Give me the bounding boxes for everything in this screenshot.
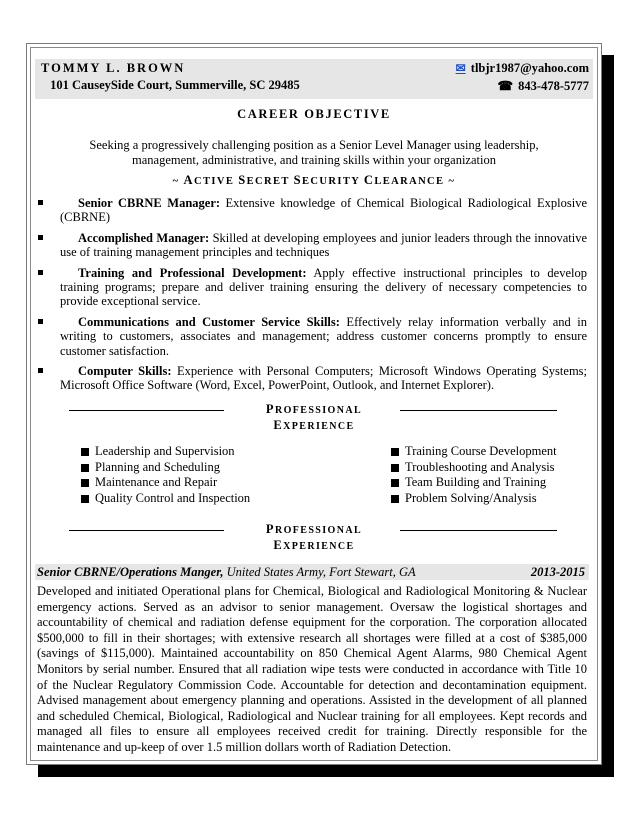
bullet-item <box>38 266 587 309</box>
bullet-item <box>38 196 587 225</box>
skill-item <box>81 491 250 507</box>
skill-square-icon <box>81 448 89 456</box>
contact-header <box>35 59 593 99</box>
phone-block <box>497 78 589 94</box>
heading-cap-e: E <box>273 538 284 552</box>
clearance-cap-c: C <box>363 173 375 187</box>
job-title-bar <box>35 564 589 580</box>
job-title: Senior CBRNE/Operations Manger, <box>37 565 224 579</box>
clearance-cap-a: A <box>183 173 194 187</box>
heading-rofessional: ROFESSIONAL <box>274 405 363 416</box>
bullet-text: Extensive knowledge of Chemical Biological Radiological Explosive (CBRNE) <box>60 196 587 225</box>
bullet-label: Computer Skills: <box>78 364 172 379</box>
career-objective-heading: CAREER OBJECTIVE <box>237 107 391 121</box>
bullet-item <box>38 231 587 260</box>
address-block <box>41 78 300 93</box>
bullet-item <box>38 315 587 358</box>
skill-square-icon <box>391 495 399 503</box>
job-organization: United States Army, Fort Stewart, GA <box>223 565 416 579</box>
street-address: 101 CauseySide Court, Summerville, SC 29485 <box>50 78 300 92</box>
clearance-ecurity: ECURITY <box>302 176 364 187</box>
skill-label: Leadership and Supervision <box>95 444 235 458</box>
bullet-label: Accomplished Manager: <box>78 230 210 245</box>
bullet-square-icon <box>38 235 43 240</box>
job-heading <box>37 565 416 580</box>
bullet-label: Communications and Customer Service Skills: <box>78 314 340 329</box>
header-line-1 <box>41 61 589 79</box>
skill-label: Planning and Scheduling <box>95 459 220 474</box>
clearance-ctive: CTIVE <box>193 176 239 187</box>
bullet-text: Experience with Personal Computers; Microsoft Windows Operating Systems; Microsoft Office Software (Word, Excel, PowerPoint, Outlook, and Internet Explorer). <box>60 364 587 393</box>
skills-list-right <box>391 444 557 506</box>
heading-cap-p: P <box>265 522 275 536</box>
clearance-learance: LEARANCE <box>374 176 445 187</box>
email-icon: ✉ <box>455 61 466 75</box>
skill-label: Training Course Development <box>405 444 557 458</box>
bullet-text: Effectively relay information verbally and in writing to customers, associates and management; address customer concerns promptly to ensure customer satisfaction. <box>60 314 587 358</box>
skill-label: Team Building and Training <box>405 475 547 489</box>
security-clearance <box>27 173 601 188</box>
professional-experience-heading <box>27 522 601 554</box>
clearance-prefix: ~ <box>172 176 184 187</box>
bullet-label: Training and Professional Development: <box>78 265 307 280</box>
clearance-ecret: ECRET <box>246 176 294 187</box>
skill-item <box>391 475 557 491</box>
clearance-suffix: ~ <box>444 176 456 187</box>
bullet-text: Apply effective instructional principles to develop training programs; prepare and deliver training ensuring the delivery of necessary competencies to provide exceptional service. <box>60 265 588 309</box>
skill-label: Problem Solving/Analysis <box>405 490 537 505</box>
skill-item <box>81 444 250 460</box>
skill-item <box>81 475 250 491</box>
skill-item <box>81 460 250 476</box>
heading-cap-e: E <box>273 418 284 432</box>
bullet-label: Senior CBRNE Manager: <box>78 196 221 210</box>
professional-experience-heading <box>27 402 601 434</box>
objective-text: Seeking a progressively challenging position as a Senior Level Manager using leadership, management, administrative, and training skills within your organization <box>89 138 539 167</box>
heading-xperience: XPERIENCE <box>283 541 355 552</box>
email-address[interactable]: tlbjr1987@yahoo.com <box>470 61 589 75</box>
skill-label: Troubleshooting and Analysis <box>405 459 555 474</box>
clearance-cap-s1: S <box>238 173 247 187</box>
bullet-square-icon <box>38 319 43 324</box>
skills-list-left <box>81 444 250 506</box>
phone-number: 843-478-5777 <box>518 79 589 93</box>
qualification-bullets <box>38 196 587 399</box>
clearance-cap-s2: S <box>293 173 303 187</box>
bullet-square-icon <box>38 368 43 373</box>
job-years: 2013-2015 <box>530 565 585 579</box>
bullet-square-icon <box>38 270 43 275</box>
skill-label: Maintenance and Repair <box>95 475 218 489</box>
bullet-square-icon <box>38 200 43 205</box>
resume-page <box>26 43 602 765</box>
bullet-text: Skilled at developing employees and junior leaders through the innovative use of training management principles and techniques <box>60 230 587 260</box>
skill-item <box>391 444 557 460</box>
candidate-name: TOMMY L. BROWN <box>41 61 186 75</box>
phone-icon: ☎ <box>497 79 514 93</box>
skill-square-icon <box>391 448 399 456</box>
bullet-item <box>38 364 587 393</box>
heading-cap-p: P <box>265 402 275 416</box>
skill-square-icon <box>391 464 399 472</box>
heading-rofessional: ROFESSIONAL <box>274 525 363 536</box>
skill-label: Quality Control and Inspection <box>95 490 251 505</box>
skill-square-icon <box>81 464 89 472</box>
skill-item <box>391 491 557 507</box>
header-line-2 <box>41 78 589 96</box>
email-block[interactable] <box>456 61 589 76</box>
job-description: Developed and initiated Operational plans for Chemical, Biological and Radiological Monitoring & Nuclear emergency actions. Served as an advisor to senior management. Oversaw the logistical shortages and accountability of chemical and radiation defense equipment for the corporation. The corporation allocated $500,000 to fill in their shortages; with extensive research all shortages were filled at a cost of $385,000 (savings of $115,000). Maintained accountability on 850 Chemical Agent Alarms, 980 Chemical Agent Monitors by serial number. Ensured that all radiation wipe tests were conducted in accordance with Title 10 of the Nuclear Regulatory Commission Code. Accountable for detection and decontamination equipment. Advised management about emergency planning and operations. Assisted in the development of all planned and scheduled Chemical, Biological, Radiological and Nuclear training for all employees. Kept records and managed all files to ensure all employees received credit for training. Directly responsible for the maintenance and up-keep of over 1.5 million dollars worth of Radiation Detection. <box>37 584 587 754</box>
skill-square-icon <box>81 479 89 487</box>
skill-square-icon <box>391 479 399 487</box>
skill-square-icon <box>81 495 89 503</box>
heading-xperience: XPERIENCE <box>283 421 355 432</box>
skill-item <box>391 460 557 476</box>
